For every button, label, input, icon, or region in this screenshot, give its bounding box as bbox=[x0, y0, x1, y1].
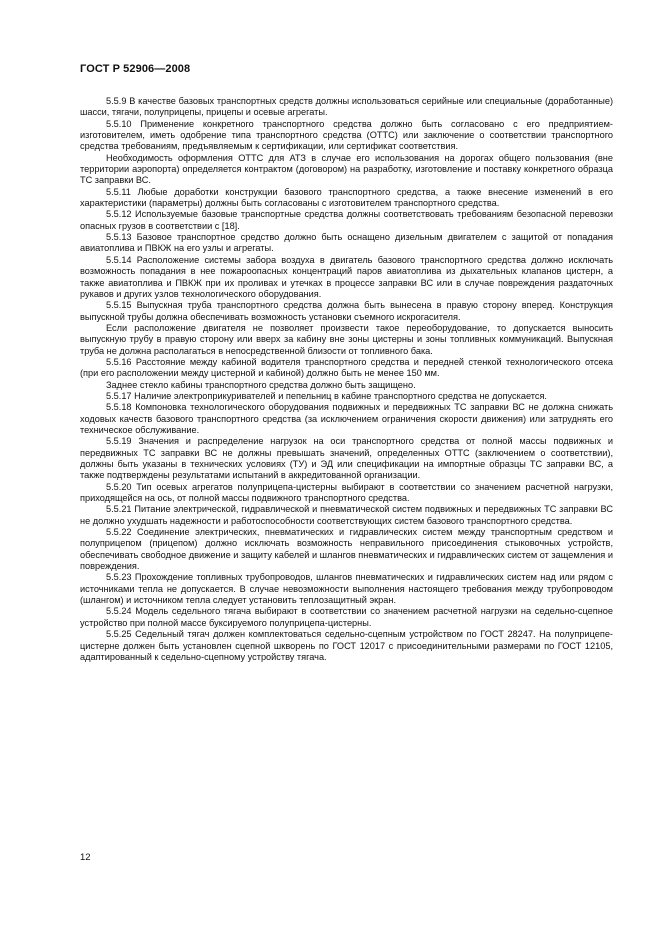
document-header: ГОСТ Р 52906—2008 bbox=[80, 63, 191, 75]
document-body bbox=[80, 96, 613, 663]
paragraph-5-5-23: 5.5.23 Прохождение топливных трубопроводов, шлангов пневматических и гидравлических систем над или рядом с источниками тепла не допускается. В случае невозможности выполнения настоящего требования между трубопроводом (шлангом) и источником тепла следует установить теплозащитный экран. bbox=[80, 572, 613, 606]
paragraph-5-5-9: 5.5.9 В качестве базовых транспортных средств должны использоваться серийные или специальные (доработанные) шасси, тягачи, полуприцепы, прицепы и осевые агрегаты. bbox=[80, 96, 613, 118]
paragraph-5-5-12: 5.5.12 Используемые базовые транспортные средства должны соответствовать требованиям безопасной перевозки опасных грузов в соответствии с [18]. bbox=[80, 209, 613, 231]
paragraph-5-5-18: 5.5.18 Компоновка технологического оборудования подвижных и передвижных ТС заправки ВС не должна снижать ходовых качеств базового транспортного средства (за исключением ограничения скорости движения) или затруднять его техническое обслуживание. bbox=[80, 402, 613, 435]
paragraph-5-5-14: 5.5.14 Расположение системы забора воздуха в двигатель базового транспортного средства должно исключать возможность попадания в нее пожароопасных концентраций паров авиатоплива из дыхательных клапанов цистерн, а также авиатоплива и ПВКЖ при их проливах и утечках в процессе заправки ВС или в случае повреждения раздаточных рукавов и других узлов технологического оборудования. bbox=[80, 254, 613, 299]
paragraph-5-5-16: 5.5.16 Расстояние между кабиной водителя транспортного средства и передней стенкой технологического отсека (при его расположении между цистерной и кабиной) должно быть не менее 150 мм. bbox=[80, 356, 613, 379]
paragraph-5-5-25: 5.5.25 Седельный тягач должен комплектоваться седельно-сцепным устройством по ГОСТ 28247. На полуприцепе-цистерне должен быть установлен сцепной шкворень по ГОСТ 12017 с присоединительными размерами по ГОСТ 12105, адаптированный к седельно-сцепному устройству тягача. bbox=[80, 629, 613, 662]
paragraph-5-5-19: 5.5.19 Значения и распределение нагрузок на оси транспортного средства от полной массы подвижных и передвижных ТС заправки ВС не должны превышать значений, определенных ОТТС (заключением о соответствии), должны быть указаны в технических условиях (ТУ) и ЭД или спецификации на импортные образцы ТС заправки ВС, а также подтверждены результатами испытаний в аккредитованной организации. bbox=[80, 436, 613, 481]
paragraph-5-5-10: 5.5.10 Применение конкретного транспортного средства должно быть согласовано с его предприятием-изготовителем, иметь одобрение типа транспортного средства (ОТТС) или заключение о соответствии транспортного средства требованиям, предъявляемым к сертификации, или сертификат соответствия. bbox=[80, 118, 613, 152]
paragraph-5-5-15: 5.5.15 Выпускная труба транспортного средства должна быть вынесена в правую сторону вперед. Конструкция выпускной трубы должна обеспечивать возможность установки съемного искрогасителя. bbox=[80, 300, 613, 322]
paragraph-5-5-11: 5.5.11 Любые доработки конструкции базового транспортного средства, а также внесение изменений в его характеристики (параметры) должны быть согласованы с изготовителем транспортного средства. bbox=[80, 186, 613, 209]
paragraph-5-5-20: 5.5.20 Тип осевых агрегатов полуприцепа-цистерны выбирают в соответствии со значением расчетной нагрузки, приходящейся на ось, от полной массы подвижного транспортного средства. bbox=[80, 481, 613, 504]
paragraph-5-5-21: 5.5.21 Питание электрической, гидравлической и пневматической систем подвижных и передвижных ТС заправки ВС не должно ухудшать надежности и работоспособности соответствующих систем базового транспортного средства. bbox=[80, 504, 613, 526]
paragraph-5-5-17: 5.5.17 Наличие электроприкуривателей и пепельниц в кабине транспортного средства не допускается. bbox=[106, 390, 547, 401]
paragraph-ottc-necessity: Необходимость оформления ОТТС для АТЗ в случае его использования на дорогах общего пользования (вне территории аэропорта) определяется контрактом (договором) на разработку, изготовление и поставку конкретного образца ТС заправки ВС. bbox=[80, 152, 613, 186]
paragraph-rear-glass: Заднее стекло кабины транспортного средства должно быть защищено. bbox=[106, 379, 416, 390]
paragraph-5-5-22: 5.5.22 Соединение электрических, пневматических и гидравлических систем между транспортным средством и полуприцепом (прицепом) должно исключать возможность неправильного присоединения стыковочных устройств, обеспечивать свободное движение и защиту кабелей и шлангов пневматических и гидравлических систем от защемления и повреждения. bbox=[80, 527, 613, 572]
paragraph-exhaust-alternative: Если расположение двигателя не позволяет произвести такое переоборудование, то допускается выносить выпускную трубу в правую сторону или вверх за кабину вне зоны цистерны и зоны топливных коммуникаций. Выпускная труба не должна располагаться в непосредственной близости от топливного бака. bbox=[80, 322, 613, 356]
page-number: 12 bbox=[80, 852, 91, 863]
paragraph-5-5-13: 5.5.13 Базовое транспортное средство должно быть оснащено дизельным двигателем с защитой от попадания авиатоплива и ПВКЖ на его узлы и агрегаты. bbox=[80, 232, 613, 254]
paragraph-5-5-24: 5.5.24 Модель седельного тягача выбирают в соответствии со значением расчетной нагрузки на седельно-сцепное устройство при полной массе буксируемого полуприцепа-цистерны. bbox=[80, 606, 613, 628]
